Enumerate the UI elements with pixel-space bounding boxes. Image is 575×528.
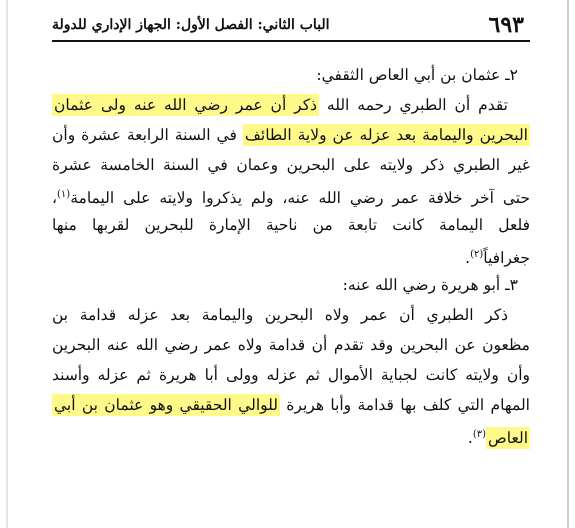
highlighted-text: العاص: [488, 429, 528, 448]
running-head: الباب الثاني: الفصل الأول: الجهاز الإداري للدولة: [52, 17, 330, 33]
footnote-ref: (٢): [470, 249, 484, 260]
page-header: [52, 8, 528, 42]
section-heading: ٢ـ عثمان بن أبي العاص الثقفي:: [316, 66, 518, 84]
section-heading: ٣ـ أبو هريرة رضي الله عنه:: [342, 276, 518, 294]
highlighted-text: للوالي الحقيقي وهو عثمان بن أبي: [54, 396, 278, 414]
paragraph-line: [52, 180, 530, 210]
text-run: حتى آخر خلافة عمر رضي الله عنه، ولم يذكروا ولايته على اليمامة: [70, 189, 530, 208]
page-body: [52, 60, 530, 450]
footnote-ref: (٣): [472, 429, 487, 440]
text-run: ،: [52, 189, 58, 208]
page-edge-left: [6, 0, 8, 528]
paragraph-line: وأن ولايته كانت لجباية الأموال ثم عزله وولى أبا هريرة ثم عزله وأسند: [52, 366, 530, 384]
text-run: .: [467, 429, 473, 448]
page-edge-right: [567, 0, 569, 528]
page-number: ٦٩٣: [488, 12, 524, 38]
highlighted-text: ذكر أن عمر رضي الله عنه ولى عثمان: [54, 96, 317, 114]
text-run: جغرافياً: [483, 249, 530, 268]
paragraph-line: [52, 420, 530, 450]
footnote-ref: (١): [57, 189, 71, 200]
paragraph-line: فلعل اليمامة كانت تابعة من ناحية الإمارة للبحرين لقربها منها: [52, 216, 530, 234]
paragraph-line: ذكر الطبري أن عمر ولاه البحرين واليمامة بعد عزله قدامة بن: [52, 306, 508, 324]
text-run: .: [465, 249, 471, 268]
paragraph-line: [52, 120, 530, 150]
paragraph-line: [52, 90, 530, 120]
text-run: في السنة الرابعة عشرة وأن: [52, 126, 237, 144]
highlighted-text: البحرين واليمامة بعد عزله عن ولاية الطائف: [244, 126, 528, 144]
paragraph-line: مظعون عن البحرين وقد تقدم أن قدامة ولاه عمر رضي الله عنه البحرين: [52, 336, 530, 354]
text-run: تقدم أن الطبري رحمه الله: [326, 96, 508, 114]
paragraph-line: [52, 390, 530, 420]
text-run: المهام التي كلف بها قدامة وأبا هريرة: [286, 396, 530, 414]
paragraph-line: غير الطبري ذكر ولايته على البحرين وعمان في السنة الخامسة عشرة: [52, 156, 530, 174]
header-rule: [52, 40, 530, 42]
paragraph-line: [52, 240, 530, 270]
